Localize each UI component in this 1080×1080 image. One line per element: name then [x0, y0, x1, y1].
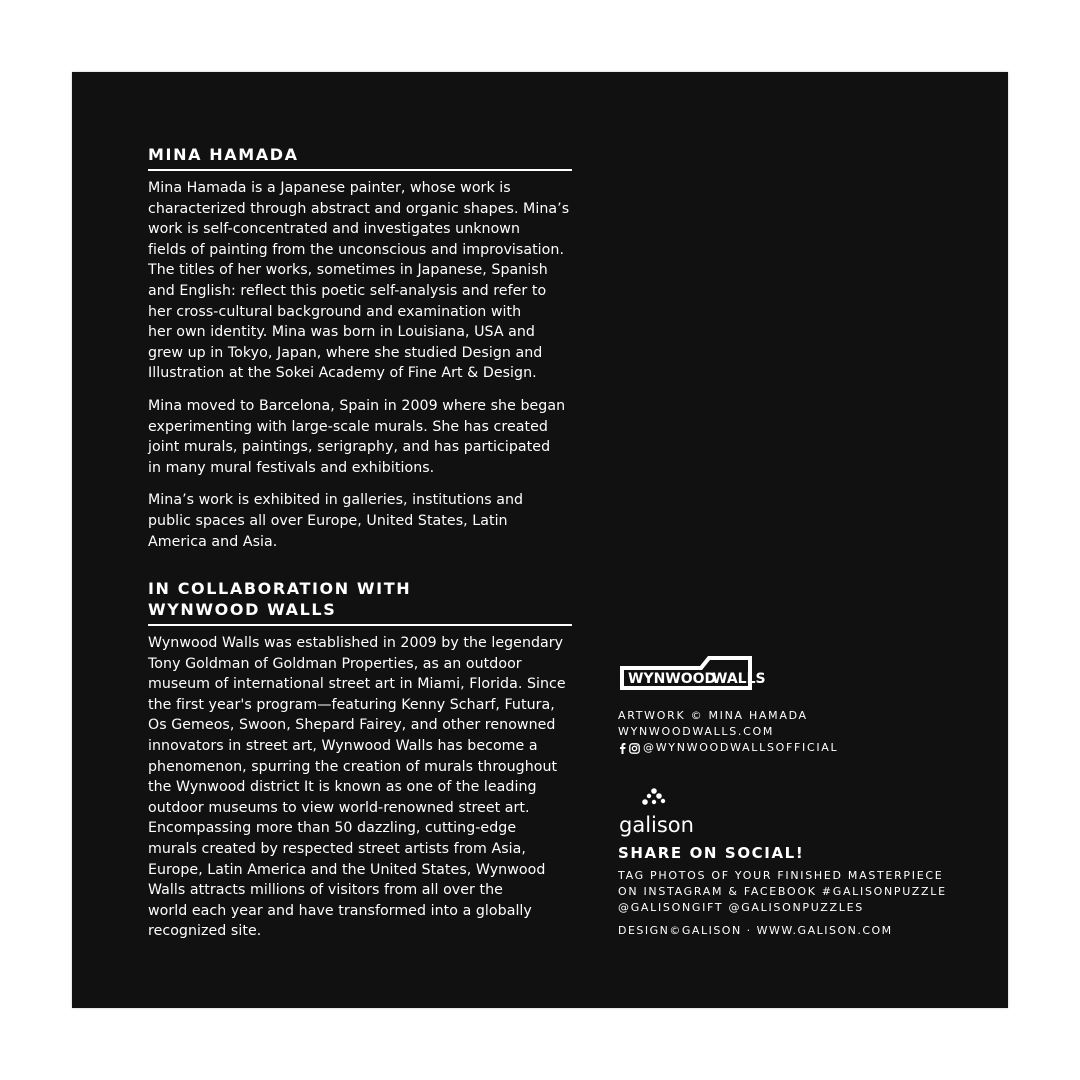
bio-line: in many mural festivals and exhibitions.	[148, 459, 435, 476]
wynwood-logo-word1: WYNWOOD	[628, 671, 717, 687]
left-column	[148, 144, 572, 954]
bio-line: fields of painting from the unconscious and improvisation.	[148, 241, 565, 258]
bio-line: Mina’s work is exhibited in galleries, institutions and	[148, 492, 524, 509]
right-column	[618, 650, 998, 937]
collab-section	[148, 578, 572, 942]
bio-line: work is self-concentrated and investigates unknown	[148, 221, 520, 238]
collab-line: the Wynwood district It is known as one of the leading	[148, 779, 537, 796]
collab-line: Europe, Latin America and the United States, Wynwood	[148, 861, 546, 878]
collab-line: phenomenon, spurring the creation of murals throughout	[148, 758, 558, 775]
collab-heading-line: WYNWOOD WALLS	[148, 600, 337, 620]
bio-line: America and Asia.	[148, 533, 278, 550]
bio-line: and English: reflect this poetic self-analysis and refer to	[148, 282, 547, 299]
share-title: SHARE ON SOCIAL!	[618, 844, 805, 862]
instagram-icon[interactable]	[629, 743, 640, 754]
credits-block	[618, 708, 998, 756]
bio-paragraph	[148, 178, 572, 384]
collab-line: innovators in street art, Wynwood Walls has become a	[148, 738, 538, 755]
collab-heading	[148, 578, 572, 626]
bio-line: experimenting with large-scale murals. She has created	[148, 418, 548, 435]
collab-line: Encompassing more than 50 dazzling, cutting-edge	[148, 820, 517, 837]
collab-line: museum of international street art in Miami, Florida. Since	[148, 676, 566, 693]
bio-line: The titles of her works, sometimes in Japanese, Spanish	[148, 262, 548, 279]
artist-bio	[148, 178, 572, 552]
share-body	[618, 868, 998, 916]
bio-line: Mina Hamada is a Japanese painter, whose work is	[148, 180, 511, 196]
share-line: ON INSTAGRAM & FACEBOOK #GALISONPUZZLE	[618, 885, 947, 898]
bio-paragraph	[148, 490, 572, 552]
bio-line: her own identity. Mina was born in Louisiana, USA and	[148, 324, 535, 341]
collab-line: Wynwood Walls was established in 2009 by the legendary	[148, 635, 564, 652]
bio-line: joint murals, paintings, serigraphy, and has participated	[148, 439, 551, 456]
collab-line: murals created by respected street artists from Asia,	[148, 841, 526, 858]
social-row	[618, 740, 998, 756]
collab-line: Walls attracts millions of visitors from all over the	[148, 882, 503, 899]
bio-line: characterized through abstract and organic shapes. Mina’s	[148, 200, 570, 217]
collab-paragraph	[148, 633, 572, 942]
collab-heading-line: IN COLLABORATION WITH	[148, 579, 412, 599]
collab-line: Tony Goldman of Goldman Properties, as an outdoor	[148, 655, 522, 672]
share-line: @GALISONGIFT @GALISONPUZZLES	[618, 901, 864, 914]
galison-wordmark: galison	[619, 813, 694, 837]
website-link[interactable]: WYNWOODWALLS.COM	[618, 725, 775, 738]
bio-line: Illustration at the Sokei Academy of Fine Art & Design.	[148, 365, 537, 382]
social-handle[interactable]: @WYNWOODWALLSOFFICIAL	[643, 741, 839, 754]
wynwood-logo-word2: WALLS	[712, 671, 766, 687]
facebook-icon[interactable]	[618, 743, 627, 754]
bio-line: her cross-cultural background and examination with	[148, 303, 522, 320]
share-line: TAG PHOTOS OF YOUR FINISHED MASTERPIECE	[618, 869, 944, 882]
bio-line: public spaces all over Europe, United States, Latin	[148, 512, 508, 529]
collab-line: the first year's program—featuring Kenny Scharf, Futura,	[148, 696, 555, 713]
collab-line: recognized site.	[148, 923, 262, 940]
bio-paragraph	[148, 396, 572, 478]
bio-line: Mina moved to Barcelona, Spain in 2009 where she began	[148, 397, 566, 414]
design-credit: DESIGN©GALISON · WWW.GALISON.COM	[618, 924, 893, 937]
collab-line: world each year and have transformed into a globally	[148, 902, 532, 919]
bio-line: grew up in Tokyo, Japan, where she studied Design and	[148, 344, 543, 361]
collab-line: Os Gemeos, Swoon, Shepard Fairey, and other renowned	[148, 717, 556, 734]
artwork-credit: ARTWORK © MINA HAMADA	[618, 709, 808, 722]
collab-line: outdoor museums to view world-renowned street art.	[148, 799, 530, 816]
wynwood-walls-logo	[616, 650, 766, 694]
galison-dots-icon	[642, 788, 665, 805]
galison-logo	[618, 786, 700, 838]
social-icons	[618, 743, 640, 754]
artist-heading: MINA HAMADA	[148, 144, 572, 171]
